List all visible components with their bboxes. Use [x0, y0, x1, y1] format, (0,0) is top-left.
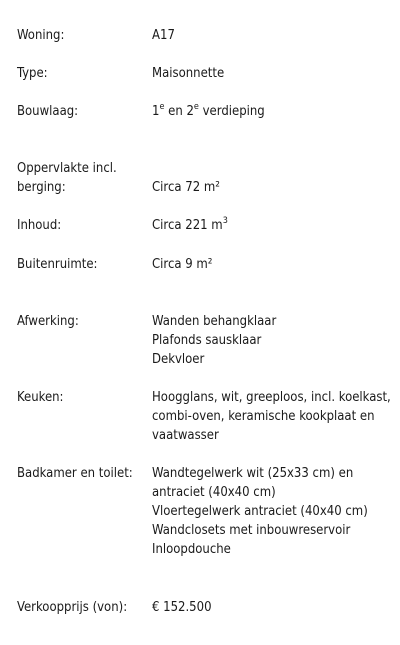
value-line: combi-oven, keramische kookplaat en: [152, 409, 375, 424]
price-value: € 152.500: [152, 600, 212, 615]
label-verkoopprijs: Verkoopprijs (von):: [17, 600, 128, 615]
value-type: [152, 64, 392, 83]
value-line: Circa 9 m²: [152, 257, 213, 272]
value-afwerking: [152, 312, 392, 369]
value-line: vaatwasser: [152, 428, 219, 443]
value-line: Wandclosets met inbouwreservoir: [152, 523, 351, 538]
label-bouwlaag: Bouwlaag:: [17, 104, 79, 119]
label-buitenruimte: Buitenruimte:: [17, 257, 98, 272]
value-woning: [152, 26, 392, 45]
label-type: Type:: [17, 66, 48, 81]
value-line: Inloopdouche: [152, 542, 231, 557]
label-keuken: Keuken:: [17, 390, 64, 405]
value-oppervlakte: [152, 178, 392, 197]
value-line: Wanden behangklaar: [152, 314, 277, 329]
value-line: Hoogglans, wit, greeploos, incl. koelkast,: [152, 390, 391, 405]
label-oppervlakte: Oppervlakte incl. berging:: [17, 161, 117, 195]
value-line: Circa 221 $m^3$: [152, 215, 228, 233]
value-line: antraciet (40x40 cm): [152, 485, 276, 500]
value-bouwlaag: [152, 102, 392, 121]
label-woning: Woning:: [17, 28, 65, 43]
label-afwerking: Afwerking:: [17, 314, 79, 329]
value-keuken: [152, 388, 392, 445]
label-badkamer: Badkamer en toilet:: [17, 466, 133, 481]
value-line: A17: [152, 28, 175, 43]
label-inhoud: Inhoud:: [17, 218, 62, 233]
value-buitenruimte: [152, 255, 392, 274]
value-line: Circa 72 m²: [152, 180, 220, 195]
value-line: 1e en 2e verdieping: [152, 101, 265, 119]
value-verkoopprijs: [152, 598, 392, 617]
value-badkamer: [152, 464, 392, 559]
value-line: Vloertegelwerk antraciet (40x40 cm): [152, 504, 368, 519]
value-line: Dekvloer: [152, 352, 205, 367]
value-inhoud: [152, 216, 392, 235]
value-line: Plafonds sausklaar: [152, 333, 262, 348]
value-line: Wandtegelwerk wit (25x33 cm) en: [152, 466, 354, 481]
value-line: Maisonnette: [152, 66, 225, 81]
